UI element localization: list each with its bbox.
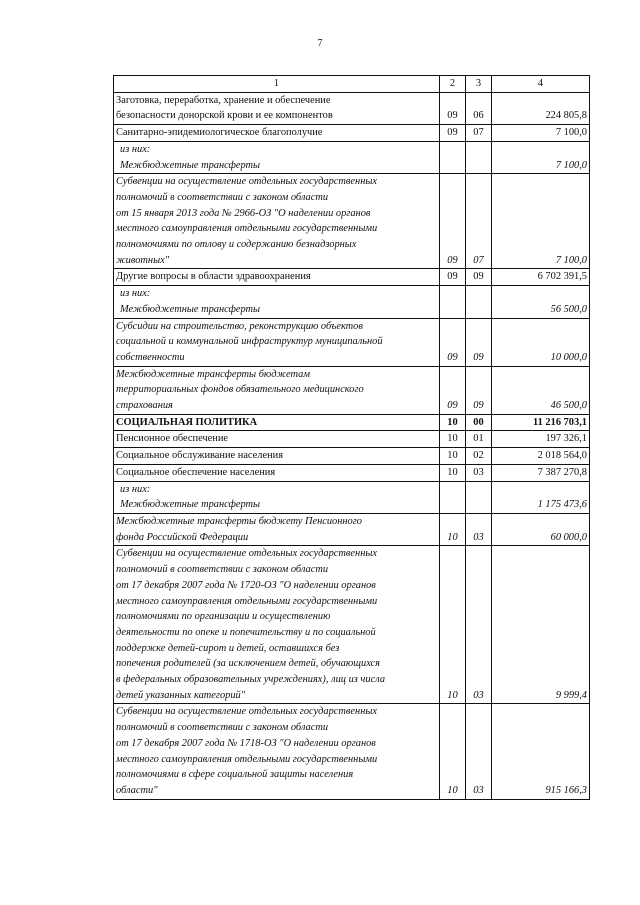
row-name-line: детей указанных категорий": [116, 689, 246, 701]
row-amount: 10 000,0: [492, 318, 590, 366]
row-amount: 46 500,0: [492, 366, 590, 414]
table-row: [114, 464, 590, 481]
row-name: [114, 513, 440, 545]
row-name-line: Межбюджетные трансферты бюджетам: [116, 368, 310, 380]
row-amount: 197 326,1: [492, 431, 590, 448]
row-name-line: из них:: [120, 288, 151, 300]
row-section-code: 10: [440, 431, 466, 448]
row-section-code: 09: [440, 269, 466, 286]
row-section-code: 09: [440, 366, 466, 414]
row-amount: 1 175 473,6: [492, 481, 590, 513]
row-amount: 6 702 391,5: [492, 269, 590, 286]
row-name-line: животных": [116, 254, 170, 266]
row-section-code: 10: [440, 414, 466, 431]
row-name-line: полномочиями по организации и осуществлению: [116, 611, 331, 623]
row-name-line: территориальных фондов обязательного медицинского: [116, 384, 364, 396]
row-name-line: фонда Российской Федерации: [116, 531, 249, 543]
table-row: [114, 141, 590, 173]
row-name-line: попечения родителей (за исключением детей, обучающихся: [116, 658, 381, 670]
header-col-4: 4: [492, 76, 590, 93]
row-amount: 60 000,0: [492, 513, 590, 545]
row-name-line: полномочиями в сфере социальной защиты населения: [116, 769, 354, 781]
row-amount: 2 018 564,0: [492, 448, 590, 465]
row-subsection-code: 09: [466, 366, 492, 414]
row-name-line: поддержке детей-сирот и детей, оставшихся без: [116, 642, 340, 654]
row-name-line: безопасности донорской крови и ее компонентов: [116, 110, 333, 122]
row-section-code: [440, 481, 466, 513]
row-subsection-code: 03: [466, 704, 492, 799]
table-row: [114, 414, 590, 431]
row-name: [114, 141, 440, 173]
row-name-line: полномочиями по отлову и содержанию безнадзорных: [116, 239, 357, 251]
row-amount: 224 805,8: [492, 92, 590, 124]
table-row: [114, 174, 590, 269]
table-row: [114, 431, 590, 448]
budget-table-body: [114, 76, 590, 800]
row-name-line: Межбюджетные трансферты: [120, 499, 261, 511]
row-amount: 11 216 703,1: [492, 414, 590, 431]
header-col-2: 2: [440, 76, 466, 93]
row-subsection-code: 03: [466, 464, 492, 481]
row-name-line: Санитарно-эпидемиологическое благополучие: [116, 127, 323, 139]
row-name-line: Межбюджетные трансферты бюджету Пенсионного: [116, 515, 362, 527]
row-name: [114, 366, 440, 414]
row-name-line: от 15 января 2013 года № 2966-ОЗ "О наделении органов: [116, 207, 371, 219]
row-section-code: 09: [440, 125, 466, 142]
row-name-line: Пенсионное обеспечение: [116, 433, 229, 445]
row-name: [114, 464, 440, 481]
row-subsection-code: [466, 141, 492, 173]
row-name-line: Субвенции на осуществление отдельных государственных: [116, 548, 377, 560]
row-name: [114, 125, 440, 142]
row-name-line: социальной и коммунальной инфраструктур муниципальной: [116, 336, 383, 348]
row-name-line: от 17 декабря 2007 года № 1720-ОЗ "О наделении органов: [116, 579, 376, 591]
row-amount: 56 500,0: [492, 286, 590, 318]
header-col-3: 3: [466, 76, 492, 93]
row-name-line: Субвенции на осуществление отдельных государственных: [116, 176, 377, 188]
row-subsection-code: 06: [466, 92, 492, 124]
header-col-1: 1: [114, 76, 440, 93]
row-name: [114, 448, 440, 465]
budget-table: [113, 75, 590, 800]
row-subsection-code: 07: [466, 125, 492, 142]
row-subsection-code: 09: [466, 318, 492, 366]
table-row: [114, 92, 590, 124]
row-section-code: 09: [440, 174, 466, 269]
row-subsection-code: 03: [466, 513, 492, 545]
table-row: [114, 318, 590, 366]
row-amount: 915 166,3: [492, 704, 590, 799]
row-name: [114, 546, 440, 704]
row-subsection-code: [466, 286, 492, 318]
table-row: [114, 286, 590, 318]
row-amount: 7 387 270,8: [492, 464, 590, 481]
table-row: [114, 513, 590, 545]
row-subsection-code: 01: [466, 431, 492, 448]
row-name-line: СОЦИАЛЬНАЯ ПОЛИТИКА: [116, 416, 258, 428]
row-section-code: 09: [440, 92, 466, 124]
row-name-line: страхования: [116, 400, 173, 412]
table-header-row: [114, 76, 590, 93]
table-row: [114, 125, 590, 142]
row-name-line: местного самоуправления отдельными государственными: [116, 223, 378, 235]
row-name-line: полномочий в соответствии с законом области: [116, 564, 329, 576]
row-name: [114, 174, 440, 269]
table-row: [114, 448, 590, 465]
row-section-code: [440, 141, 466, 173]
row-name-line: Межбюджетные трансферты: [120, 303, 261, 315]
row-name-line: в федеральных образовательных учреждениях), лиц из числа: [116, 674, 386, 686]
row-subsection-code: 02: [466, 448, 492, 465]
row-subsection-code: [466, 481, 492, 513]
row-name-line: собственности: [116, 351, 185, 363]
row-subsection-code: 03: [466, 546, 492, 704]
row-section-code: 10: [440, 546, 466, 704]
row-name-line: полномочий в соответствии с законом области: [116, 191, 329, 203]
row-name-line: из них:: [120, 483, 151, 495]
table-row: [114, 481, 590, 513]
row-name: [114, 286, 440, 318]
row-name-line: Другие вопросы в области здравоохранения: [116, 271, 311, 283]
table-row: [114, 269, 590, 286]
row-name-line: от 17 декабря 2007 года № 1718-ОЗ "О наделении органов: [116, 737, 376, 749]
row-section-code: 10: [440, 513, 466, 545]
row-section-code: 10: [440, 464, 466, 481]
table-row: [114, 546, 590, 704]
row-subsection-code: 00: [466, 414, 492, 431]
row-name: [114, 269, 440, 286]
row-name: [114, 431, 440, 448]
row-name-line: Заготовка, переработка, хранение и обеспечение: [116, 94, 331, 106]
row-name-line: деятельности по опеке и попечительству и по социальной: [116, 626, 376, 638]
row-name-line: местного самоуправления отдельными государственными: [116, 595, 378, 607]
row-name-line: области": [116, 784, 158, 796]
row-name: [114, 92, 440, 124]
row-name-line: полномочий в соответствии с законом области: [116, 722, 329, 734]
row-amount: 7 100,0: [492, 141, 590, 173]
table-row: [114, 704, 590, 799]
row-section-code: 10: [440, 704, 466, 799]
row-subsection-code: 09: [466, 269, 492, 286]
row-amount: 7 100,0: [492, 125, 590, 142]
table-row: [114, 366, 590, 414]
row-name: [114, 414, 440, 431]
row-section-code: 10: [440, 448, 466, 465]
row-name-line: Социальное обслуживание населения: [116, 450, 283, 462]
row-name: [114, 481, 440, 513]
row-name-line: Социальное обеспечение населения: [116, 466, 276, 478]
row-amount: 7 100,0: [492, 174, 590, 269]
row-name-line: Субвенции на осуществление отдельных государственных: [116, 706, 377, 718]
row-name-line: местного самоуправления отдельными государственными: [116, 753, 378, 765]
row-name-line: Межбюджетные трансферты: [120, 159, 261, 171]
page-number: 7: [317, 38, 323, 49]
row-name-line: из них:: [120, 143, 151, 155]
row-amount: 9 999,4: [492, 546, 590, 704]
row-name: [114, 318, 440, 366]
row-name-line: Субсидии на строительство, реконструкцию объектов: [116, 320, 363, 332]
row-section-code: [440, 286, 466, 318]
row-name: [114, 704, 440, 799]
row-section-code: 09: [440, 318, 466, 366]
row-subsection-code: 07: [466, 174, 492, 269]
